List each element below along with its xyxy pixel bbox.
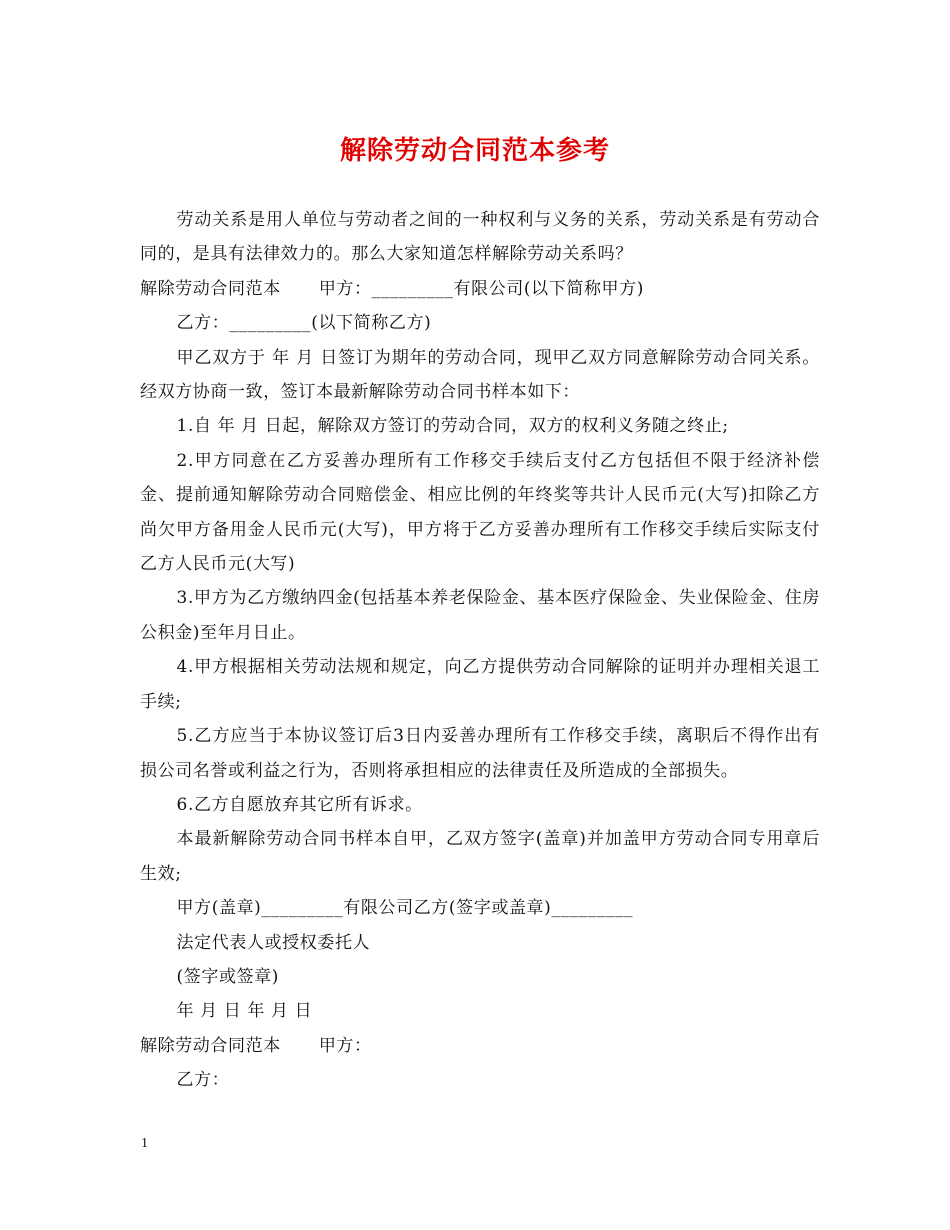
effective-paragraph: 本最新解除劳动合同书样本自甲，乙双方签字(盖章)并加盖甲方劳动合同专用章后生效; <box>140 829 820 884</box>
signature-line: 甲方(盖章)_________有限公司乙方(签字或盖章)_________ <box>176 898 634 919</box>
heading-2-left: 解除劳动合同范本 <box>140 1035 281 1056</box>
clause-4: 4.甲方根据相关劳动法规和规定，向乙方提供劳动合同解除的证明并办理相关退工手续; <box>140 657 820 712</box>
heading-line-1 <box>140 272 820 306</box>
party-b-line-2: 乙方： <box>176 1070 230 1091</box>
heading-1-left: 解除劳动合同范本 <box>140 278 281 299</box>
page-number: 1 <box>141 1136 148 1151</box>
clause-3: 3.甲方为乙方缴纳四金(包括基本养老保险金、基本医疗保险金、失业保险金、住房公积金)至年月日止。 <box>140 588 820 643</box>
clause-1: 1.自 年 月 日起，解除双方签订的劳动合同，双方的权利义务随之终止; <box>176 416 729 437</box>
preamble-paragraph: 甲乙双方于 年 月 日签订为期年的劳动合同，现甲乙双方同意解除劳动合同关系。经双方协商一致，签订本最新解除劳动合同书样本如下： <box>140 347 820 403</box>
clause-6: 6.乙方自愿放弃其它所有诉求。 <box>176 794 423 815</box>
sign-or-seal-line: (签字或签章) <box>176 966 280 987</box>
heading-line-2 <box>140 1029 820 1063</box>
date-line: 年 月 日 年 月 日 <box>176 1001 313 1022</box>
heading-2-party-a: 甲方： <box>318 1035 372 1056</box>
intro-paragraph: 劳动关系是用人单位与劳动者之间的一种权利与义务的关系，劳动关系是有劳动合同的，是具有法律效力的。那么大家知道怎样解除劳动关系吗？ <box>140 210 820 265</box>
heading-1-party-a: 甲方：_________有限公司(以下简称甲方) <box>318 278 644 299</box>
representative-line: 法定代表人或授权委托人 <box>176 932 371 953</box>
document-title: 解除劳动合同范本参考 <box>339 136 610 166</box>
party-b-line: 乙方：_________(以下简称乙方) <box>176 313 432 334</box>
document-body <box>140 203 820 1098</box>
clause-5: 5.乙方应当于本协议签订后3日内妥善办理所有工作移交手续，离职后不得作出有损公司名誉或利益之行为，否则将承担相应的法律责任及所造成的全部损失。 <box>140 726 820 781</box>
clause-2: 2.甲方同意在乙方妥善办理所有工作移交手续后支付乙方包括但不限于经济补偿金、提前通知解除劳动合同赔偿金、相应比例的年终奖等共计人民币元(大写)扣除乙方尚欠甲方备用金人民币元(大写)，甲方将于乙方妥善办理所有工作移交手续后实际支付乙方人民币元(大写) <box>140 450 820 575</box>
